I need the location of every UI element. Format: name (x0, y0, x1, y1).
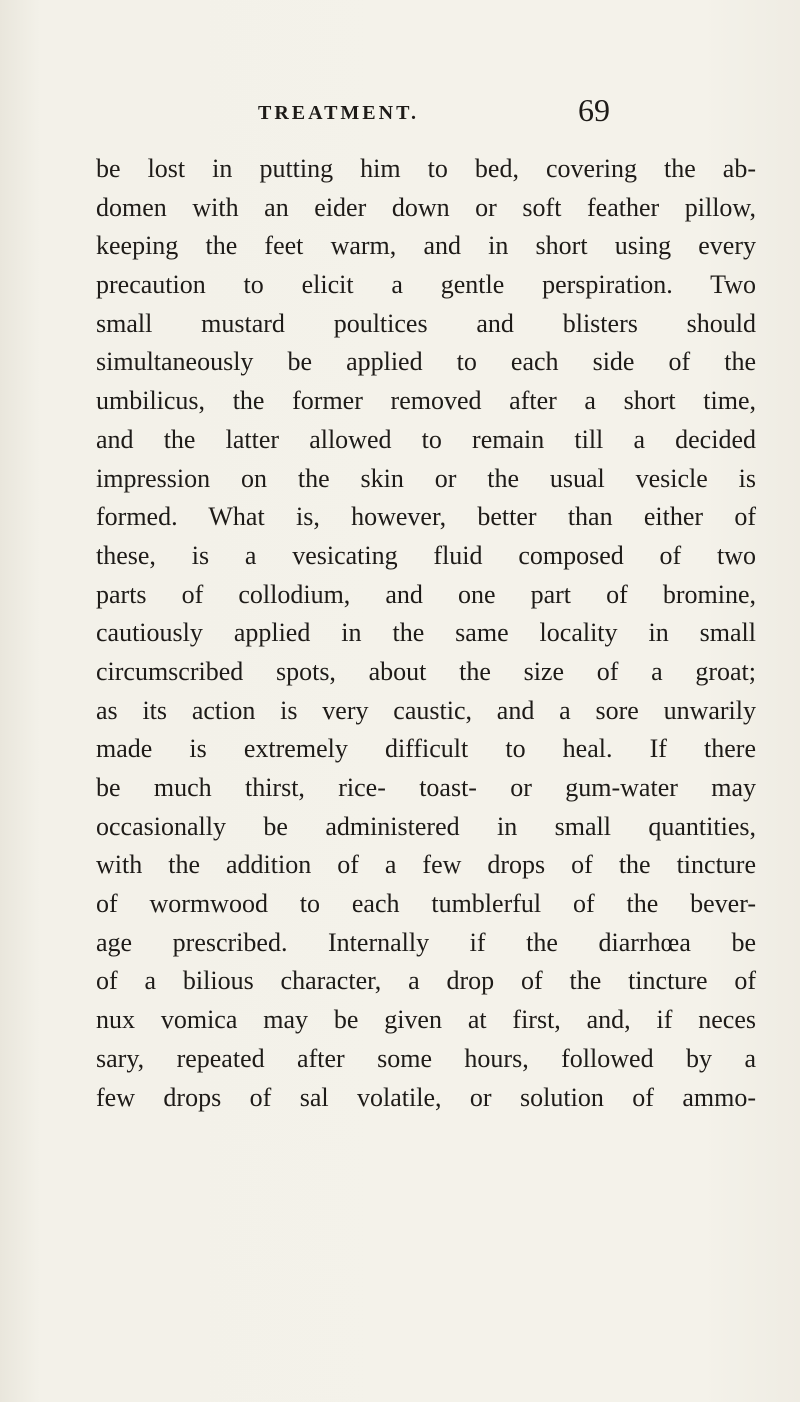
text-line: and the latter allowed to remain till a decided (96, 424, 756, 454)
body-text (96, 150, 756, 1117)
text-line: these, is a vesicating fluid composed of two (96, 540, 756, 570)
text-line: umbilicus, the former removed after a short time, (96, 386, 756, 416)
text-line: precaution to elicit a gentle perspiration. Two (96, 270, 756, 300)
text-line: circumscribed spots, about the size of a groat; (96, 656, 756, 686)
running-head: TREATMENT. (258, 102, 419, 124)
text-line: nux vomica may be given at first, and, if neces (96, 1005, 756, 1035)
text-line: made is extremely difficult to heal. If there (96, 734, 756, 764)
text-line: few drops of sal volatile, or solution of ammo- (96, 1082, 756, 1112)
text-line: small mustard poultices and blisters should (96, 308, 756, 338)
text-line: parts of collodium, and one part of bromine, (96, 579, 756, 609)
text-line: of a bilious character, a drop of the tincture of (96, 966, 756, 996)
text-line: as its action is very caustic, and a sore unwarily (96, 695, 756, 725)
text-line: simultaneously be applied to each side of the (96, 347, 756, 377)
text-line: of wormwood to each tumblerful of the bever- (96, 889, 756, 919)
text-line: formed. What is, however, better than either of (96, 502, 756, 532)
text-line: age prescribed. Internally if the diarrhœa be (96, 927, 756, 957)
page-header (0, 92, 800, 136)
text-line: with the addition of a few drops of the tincture (96, 850, 756, 880)
text-line: be lost in putting him to bed, covering the ab- (96, 154, 756, 183)
text-line: cautiously applied in the same locality in small (96, 618, 756, 648)
text-line: domen with an eider down or soft feather pillow, (96, 192, 756, 222)
text-line: occasionally be administered in small quantities, (96, 811, 756, 841)
text-line: sary, repeated after some hours, followed by a (96, 1043, 756, 1073)
text-line: be much thirst, rice- toast- or gum-water may (96, 773, 756, 802)
page-number: 69 (578, 92, 610, 128)
text-line: impression on the skin or the usual vesicle is (96, 463, 756, 493)
text-line: keeping the feet warm, and in short using every (96, 231, 756, 261)
